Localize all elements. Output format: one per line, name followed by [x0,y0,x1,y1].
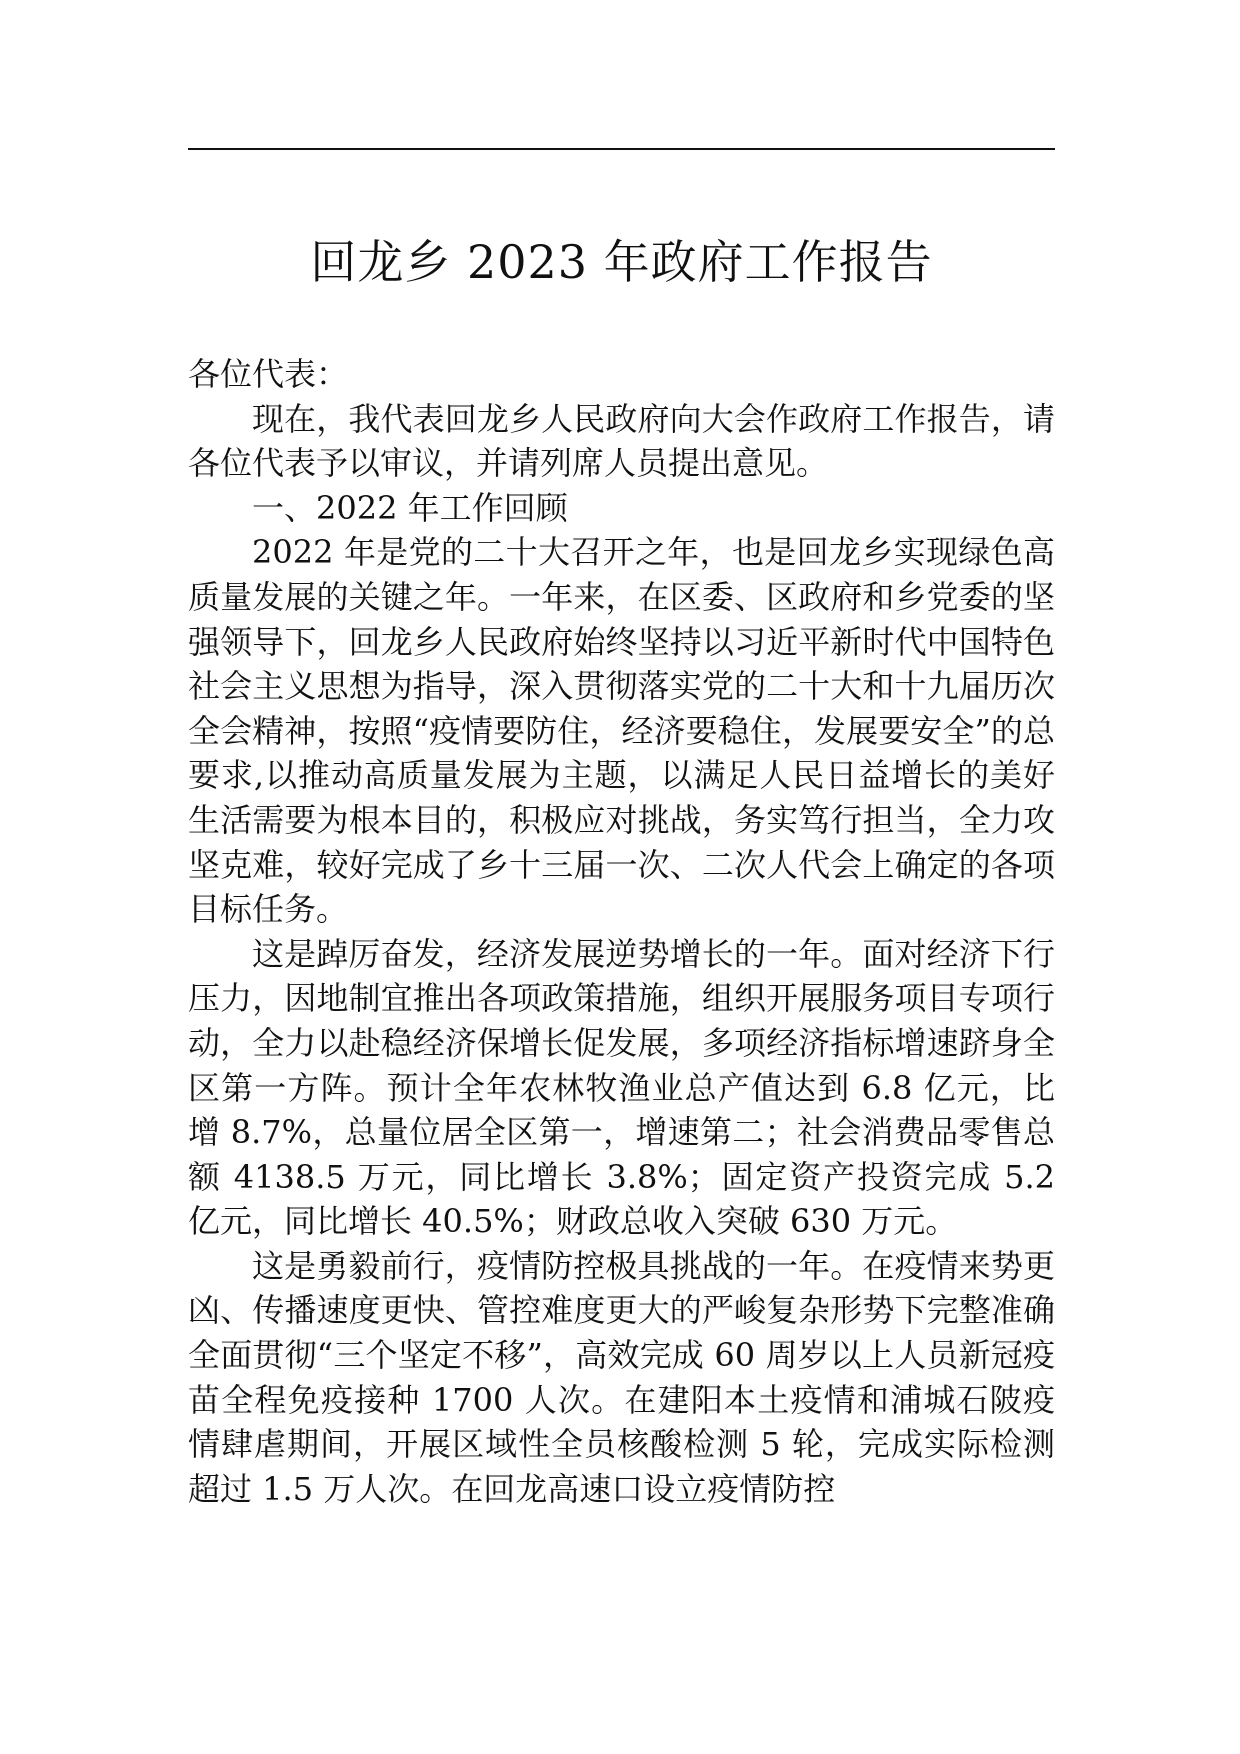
salutation: 各位代表： [188,355,349,393]
document-title: 回龙乡 2023 年政府工作报告 [310,235,933,289]
paragraph-overview: 2022 年是党的二十大召开之年，也是回龙乡实现绿色高质量发展的关键之年。一年来，在区委、区政府和乡党委的坚强领导下，回龙乡人民政府始终坚持以习近平新时代中国特色社会主义思想为指导，深入贯彻落实党的二十大和十九届历次全会精神，按照“疫情要防住，经济要稳住，发展要安全”的总要求,以推动高质量发展为主题，以满足人民日益增长的美好生活需要为根本目的，积极应对挑战，务实笃行担当，全力攻坚克难，较好完成了乡十三届一次、二次人代会上确定的各项目标任务。 [188,533,1055,929]
header-rule [188,148,1055,150]
paragraph-epidemic: 这是勇毅前行，疫情防控极具挑战的一年。在疫情来势更凶、传播速度更快、管控难度更大的严峻复杂形势下完整准确全面贯彻“三个坚定不移”，高效完成 60 周岁以上人员新冠疫苗全程免疫接种 1700 人次。在建阳本土疫情和浦城石陂疫情肆虐期间，开展区域性全员核酸检测 5 轮，完成实际检测超过 1.5 万人次。在回龙高速口设立疫情防控 [188,1246,1055,1508]
document-body [188,352,1055,1511]
paragraph-intro: 现在，我代表回龙乡人民政府向大会作政府工作报告，请各位代表予以审议，并请列席人员提出意见。 [188,399,1055,483]
section-heading: 一、2022 年工作回顾 [252,488,568,527]
paragraph-economy: 这是踔厉奋发，经济发展逆势增长的一年。面对经济下行压力，因地制宜推出各项政策措施，组织开展服务项目专项行动，全力以赴稳经济保增长促发展，多项经济指标增速跻身全区第一方阵。预计全年农林牧渔业总产值达到 6.8 亿元，比增 8.7%，总量位居全区第一，增速第二；社会消费品零售总额 4138.5 万元，同比增长 3.8%；固定资产投资完成 5.2 亿元，同比增长 40.5%；财政总收入突破 630 万元。 [188,934,1055,1241]
